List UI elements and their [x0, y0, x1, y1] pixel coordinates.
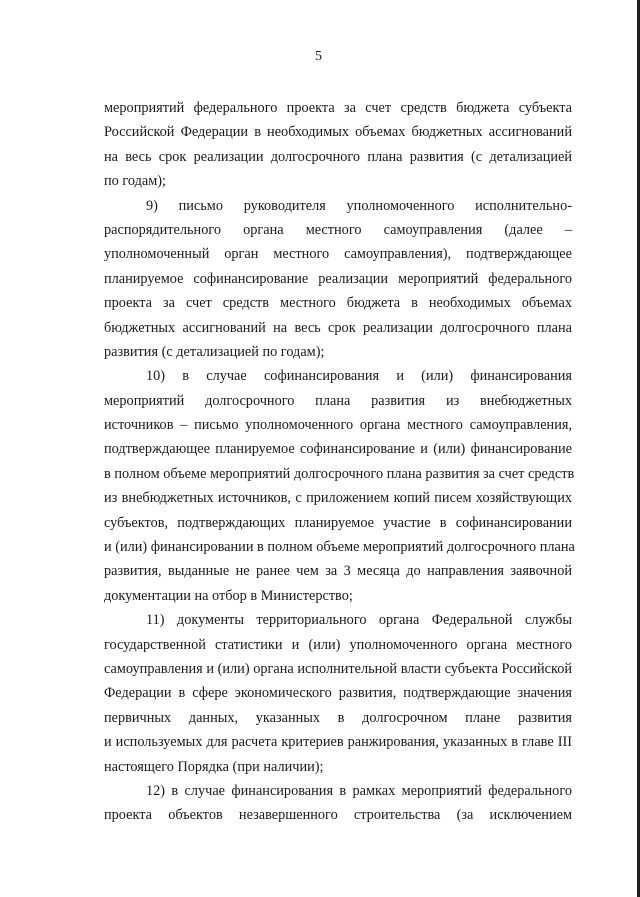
text-line: проекта объектов незавершенного строительства (за исключением	[104, 807, 572, 824]
text-line: документации на отбор в Министерство;	[104, 587, 353, 604]
text-line: уполномоченный орган местного самоуправления), подтверждающее	[104, 246, 572, 263]
text-line: Федерации в сфере экономического развития, подтверждающие значения	[104, 685, 572, 702]
text-line: первичных данных, указанных в долгосрочном плане развития	[104, 709, 572, 726]
text-line: Российской Федерации в необходимых объемах бюджетных ассигнований	[104, 124, 572, 141]
text-line: подтверждающее планируемое софинансирование и (или) финансирование	[104, 441, 572, 458]
text-line: проекта за счет средств местного бюджета в необходимых объемах	[104, 295, 572, 312]
text-line: развития (с детализацией по годам);	[104, 343, 325, 360]
text-line: по годам);	[104, 173, 167, 190]
text-line: планируемое софинансирование реализации мероприятий федерального	[104, 270, 572, 287]
text-line: настоящего Порядка (при наличии);	[104, 758, 324, 775]
list-item-12-start: 12) в случае финансирования в рамках мероприятий федерального	[146, 782, 572, 799]
text-line: источников – письмо уполномоченного органа местного самоуправления,	[104, 417, 572, 434]
list-item-10-start: 10) в случае софинансирования и (или) финансирования	[146, 368, 572, 385]
text-line: распорядительного органа местного самоуправления (далее –	[104, 221, 572, 238]
text-line: самоуправления и (или) органа исполнительной власти субъекта Российской	[104, 660, 572, 677]
text-line: и используемых для расчета критериев ранжирования, указанных в главе III	[104, 734, 572, 751]
document-body	[104, 96, 575, 828]
text-line: мероприятий долгосрочного плана развития из внебюджетных	[104, 392, 572, 409]
text-line: в полном объеме мероприятий долгосрочного плана развития за счет средств	[104, 465, 575, 482]
text-line: мероприятий федерального проекта за счет средств бюджета субъекта	[104, 100, 572, 116]
list-item-11-start: 11) документы территориального органа Федеральной службы	[146, 612, 572, 629]
text-line: государственной статистики и (или) уполномоченного органа местного	[104, 636, 572, 653]
text-line: развития, выданные не ранее чем за 3 месяца до направления заявочной	[104, 563, 572, 580]
list-item-9-start: 9) письмо руководителя уполномоченного исполнительно-	[146, 197, 572, 214]
text-line: из внебюджетных источников, с приложением копий писем хозяйствующих	[104, 490, 572, 507]
text-line: на весь срок реализации долгосрочного плана развития (с детализацией	[104, 148, 572, 165]
text-line: и (или) финансировании в полном объеме мероприятий долгосрочного плана	[104, 539, 575, 556]
text-line: субъектов, подтверждающих планируемое участие в софинансировании	[104, 514, 572, 531]
page-number: 5	[315, 49, 322, 64]
text-line: бюджетных ассигнований на весь срок реализации долгосрочного плана	[104, 319, 572, 336]
